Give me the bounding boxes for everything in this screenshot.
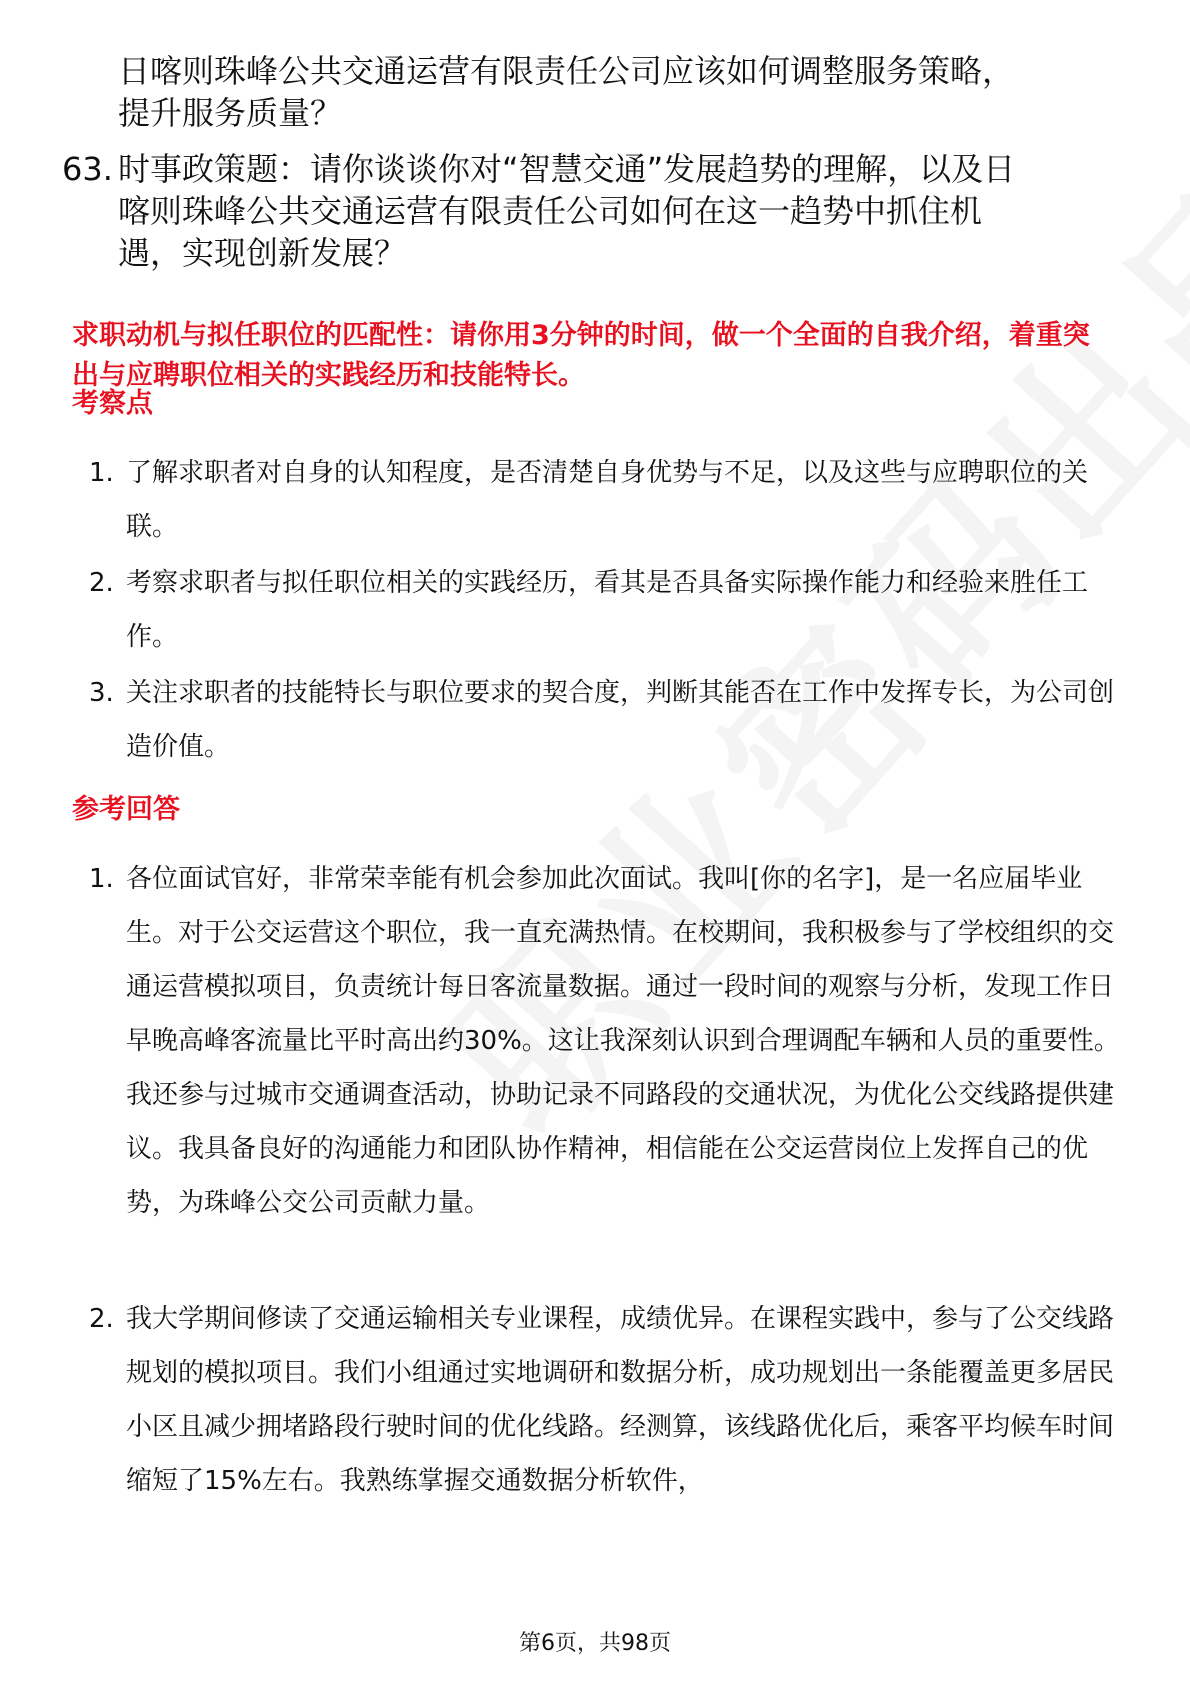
question-63-line-1: 时事政策题：请你谈谈你对“智慧交通”发展趋势的理解，以及日	[118, 150, 1016, 188]
item-number: 3.	[89, 678, 114, 708]
cankao-item	[72, 1292, 1120, 1508]
item-text: 各位面试官好，非常荣幸能有机会参加此次面试。我叫[你的名字]，是一名应届毕业生。对于公交运营这个职位，我一直充满热情。在校期间，我积极参与了学校组织的交通运营模拟项目，负责统计每日客流量数据。通过一段时间的观察与分析，发现工作日早晚高峰客流量比平时高出约30%。这让我深刻认识到合理调配车辆和人员的重要性。我还参与过城市交通调查活动，协助记录不同路段的交通状况，为优化公交线路提供建议。我具备良好的沟通能力和团队协作精神，相信能在公交运营岗位上发挥自己的优势，为珠峰公交公司贡献力量。	[126, 864, 1120, 1218]
item-number: 1.	[89, 864, 114, 894]
cankao-item	[72, 852, 1120, 1230]
item-text: 了解求职者对自身的认知程度，是否清楚自身优势与不足，以及这些与应聘职位的关联。	[126, 458, 1089, 542]
item-number: 1.	[89, 458, 114, 488]
item-number: 2.	[89, 568, 114, 598]
question-64-intro: 求职动机与拟任职位的匹配性：请你用3分钟的时间，做一个全面的自我介绍，着重突出与应聘职位相关的实践经历和技能特长。	[72, 320, 1090, 391]
kaochadian-item	[72, 446, 1120, 554]
kaochadian-item	[72, 666, 1120, 774]
section-title-kaochadian: 考察点	[72, 388, 153, 419]
kaochadian-item	[72, 556, 1120, 664]
item-number: 2.	[89, 1304, 114, 1334]
item-text: 关注求职者的技能特长与职位要求的契合度，判断其能否在工作中发挥专长，为公司创造价值。	[126, 678, 1115, 762]
item-text: 我大学期间修读了交通运输相关专业课程，成绩优异。在课程实践中，参与了公交线路规划的模拟项目。我们小组通过实地调研和数据分析，成功规划出一条能覆盖更多居民小区且减少拥堵路段行驶时间的优化线路。经测算，该线路优化后，乘客平均候车时间缩短了15%左右。我熟练掌握交通数据分析软件，	[126, 1304, 1115, 1496]
question-63-number: 63.	[62, 150, 113, 188]
item-text: 考察求职者与拟任职位相关的实践经历，看其是否具备实际操作能力和经验来胜任工作。	[126, 568, 1089, 652]
page-footer: 第6页，共98页	[519, 1631, 671, 1656]
question-62-line-2: 提升服务质量？	[118, 94, 343, 132]
question-63-line-2: 喀则珠峰公共交通运营有限责任公司如何在这一趋势中抓住机	[118, 192, 983, 230]
section-title-cankao: 参考回答	[72, 794, 180, 825]
question-63-line-3: 遇，实现创新发展？	[118, 234, 407, 272]
question-62-line-1: 日喀则珠峰公共交通运营有限责任公司应该如何调整服务策略，	[118, 52, 1015, 90]
